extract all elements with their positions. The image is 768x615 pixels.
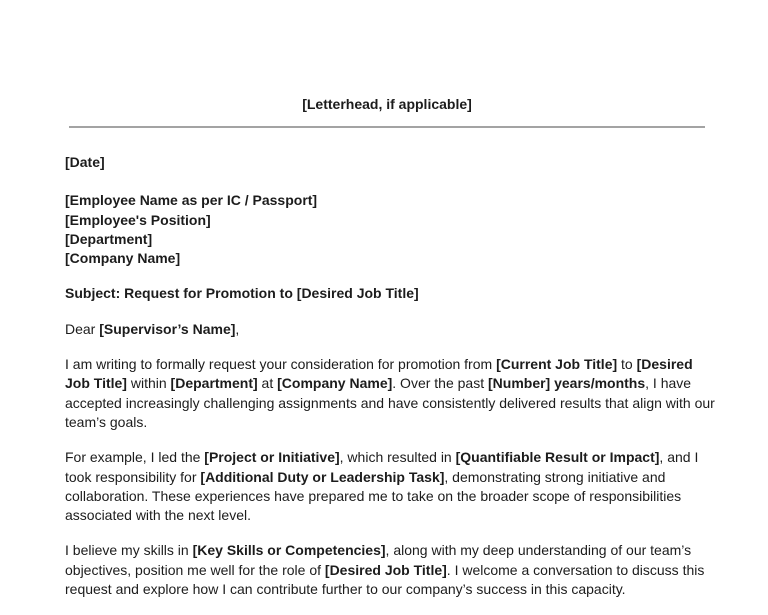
placeholder-field: [Number] years/months bbox=[488, 375, 646, 392]
letterhead-divider bbox=[69, 126, 705, 128]
paragraph-text: . Over the past bbox=[392, 375, 488, 392]
paragraph-1 bbox=[65, 355, 715, 432]
placeholder-field: [Desired Job Title] bbox=[324, 561, 447, 578]
paragraph-text: within bbox=[126, 375, 171, 392]
salutation bbox=[65, 320, 715, 339]
paragraph-text: to bbox=[617, 356, 637, 373]
placeholder-field: [Project or Initiative] bbox=[204, 449, 340, 466]
recipient-company: [Company Name] bbox=[65, 250, 181, 267]
subject-line: Subject: Request for Promotion to [Desired Job Title] bbox=[65, 285, 419, 302]
paragraph-text: , which resulted in bbox=[339, 449, 456, 466]
paragraph-text: . I welcome a conversation to discuss this request and explore how I can contribute further to our company’s success in this capacity. bbox=[65, 561, 705, 598]
salutation-suffix: , bbox=[235, 320, 240, 337]
paragraph-3 bbox=[65, 541, 715, 599]
paragraph-text: , I have accepted increasingly challenging assignments and have consistently delivered results that align with our team’s goals. bbox=[65, 375, 715, 430]
letterhead: [Letterhead, if applicable] bbox=[302, 96, 472, 112]
placeholder-field: [Additional Duty or Leadership Task] bbox=[200, 468, 445, 485]
recipient-name: [Employee Name as per IC / Passport] bbox=[65, 192, 318, 209]
placeholder-field: [Company Name] bbox=[277, 375, 393, 392]
salutation-prefix: Dear bbox=[65, 320, 100, 337]
paragraph-text: For example, I led the bbox=[65, 449, 205, 466]
placeholder-field: [Key Skills or Competencies] bbox=[192, 542, 386, 559]
placeholder-field: [Department] bbox=[170, 375, 258, 392]
supervisor-name: [Supervisor’s Name] bbox=[99, 320, 236, 337]
paragraph-text: I am writing to formally request your consideration for promotion from bbox=[65, 356, 497, 373]
paragraph-2 bbox=[65, 448, 715, 525]
recipient-position: [Employee's Position] bbox=[65, 211, 211, 228]
paragraph-text: , along with my deep understanding of our team’s objectives, position me well for the role of bbox=[65, 542, 692, 578]
recipient-block bbox=[65, 191, 715, 268]
placeholder-field: [Current Job Title] bbox=[496, 356, 618, 373]
letter-body bbox=[65, 153, 715, 615]
paragraph-text: , and I took responsibility for bbox=[65, 449, 699, 485]
placeholder-field: [Desired Job Title] bbox=[65, 356, 693, 392]
paragraph-text: at bbox=[257, 375, 278, 392]
recipient-department: [Department] bbox=[65, 230, 153, 247]
paragraph-text: , demonstrating strong initiative and collaboration. These experiences have prepared me to take on the broader scope of responsibilities associated with the next level. bbox=[65, 468, 682, 524]
paragraph-text: I believe my skills in bbox=[65, 542, 193, 559]
placeholder-field: [Quantifiable Result or Impact] bbox=[455, 449, 660, 466]
date-field: [Date] bbox=[65, 154, 105, 170]
